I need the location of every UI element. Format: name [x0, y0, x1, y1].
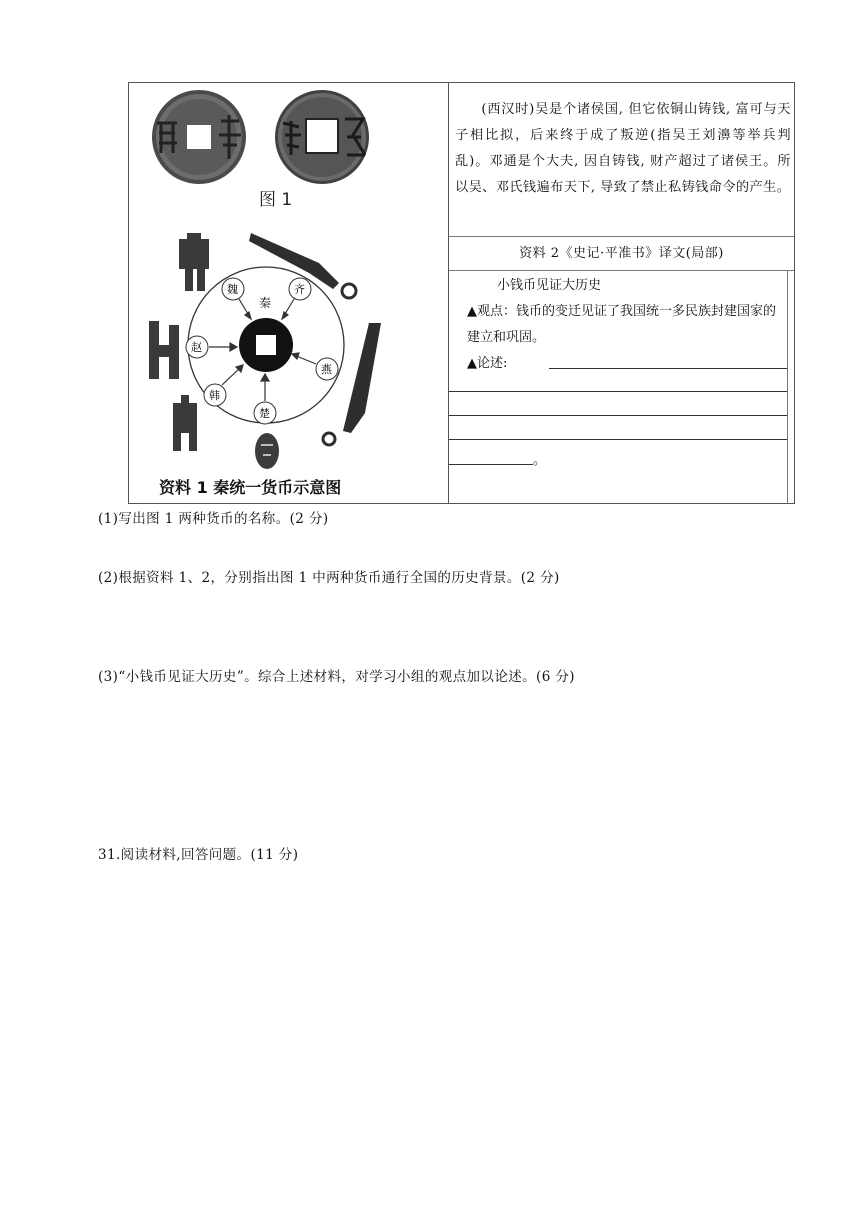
- svg-text:楚: 楚: [259, 407, 270, 420]
- wu-zhu-coin-image: [275, 90, 369, 184]
- answer-line[interactable]: [549, 368, 787, 369]
- answer-line[interactable]: [449, 464, 533, 465]
- svg-text:韩: 韩: [209, 389, 220, 402]
- spade-money-icon: [149, 321, 179, 379]
- study-box-viewpoint: ▲观点：钱币的变迁见证了我国统一多民族封建国家的建立和巩固。: [467, 304, 776, 345]
- table-divider: [787, 270, 788, 503]
- table-divider: [448, 83, 449, 503]
- material2-text: (西汉时)吴是个诸侯国, 但它依铜山铸钱, 富可与天子相比拟，后来终于成了叛逆(指吴王刘濞等举兵判乱)。邓通是个大夫, 因自铸钱, 财产超过了诸侯王。所以吴、邓氏钱遍布天下, 导致了禁止私铸钱命令的产生。: [455, 102, 791, 195]
- diagram-caption: 资料 1 秦统一货币示意图: [159, 478, 342, 497]
- question-2: (2)根据资料 1、2，分别指出图 1 中两种货币通行全国的历史背景。(2 分): [98, 570, 560, 586]
- answer-line[interactable]: [449, 415, 787, 416]
- answer-line[interactable]: [449, 439, 787, 440]
- svg-text:齐: 齐: [294, 283, 305, 296]
- table-divider: [449, 270, 794, 271]
- center-state-label: 秦: [259, 296, 272, 310]
- answer-end-mark: 。: [533, 453, 547, 468]
- svg-text:燕: 燕: [321, 363, 332, 376]
- state-zhao-node: [186, 336, 208, 358]
- question-3: (3)“小钱币见证大历史”。综合上述材料，对学习小组的观点加以论述。(6 分): [98, 669, 575, 685]
- svg-text:魏: 魏: [227, 283, 238, 296]
- study-box-title: 小钱币见证大历史: [497, 278, 602, 293]
- answer-line[interactable]: [449, 391, 787, 392]
- question-1: (1)写出图 1 两种货币的名称。(2 分): [98, 511, 329, 527]
- state-wei-node: [222, 278, 244, 300]
- spade-money-icon: [173, 395, 197, 451]
- state-han-node: [204, 384, 226, 406]
- state-chu-node: [254, 402, 276, 424]
- state-qi-node: [289, 278, 311, 300]
- question-table: [128, 82, 795, 504]
- study-box: [455, 273, 787, 377]
- currency-illustration: [129, 83, 448, 503]
- study-box-argument-label: ▲论述:: [467, 356, 508, 371]
- question-31: 31.阅读材料,回答问题。(11 分): [98, 847, 299, 863]
- svg-text:赵: 赵: [191, 341, 202, 354]
- ant-nose-money-icon: [255, 433, 279, 469]
- spade-money-icon: [179, 233, 209, 291]
- ban-liang-coin-image: [152, 90, 246, 184]
- knife-money-icon: [323, 323, 381, 445]
- fig1-caption: 图 1: [259, 190, 293, 210]
- state-yan-node: [316, 358, 338, 380]
- material2-caption: 资料 2《史记·平准书》译文(局部): [519, 246, 724, 261]
